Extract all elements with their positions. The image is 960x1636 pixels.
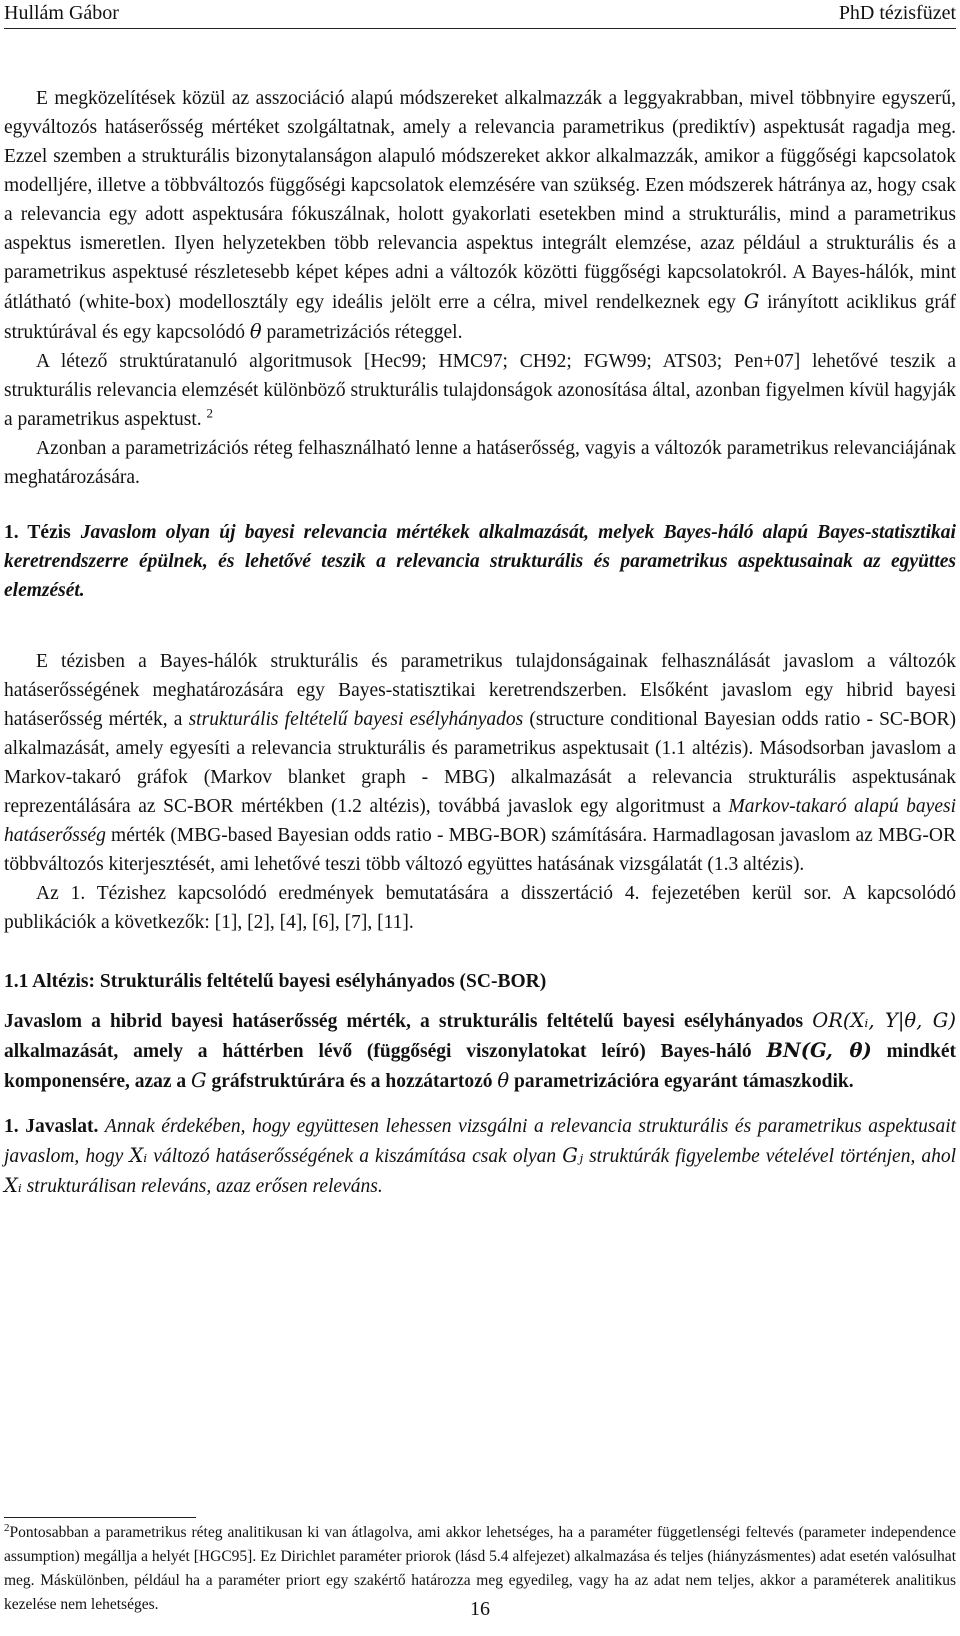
term-sc-bor: strukturális feltételű bayesi esélyhányados [188, 709, 524, 730]
running-header [4, 0, 956, 29]
math-xi: Xᵢ [4, 1174, 22, 1197]
thesis-statement [4, 518, 956, 605]
header-author: Hullám Gábor [4, 2, 119, 24]
paragraph-structure-learning: A létező struktúratanuló algoritmusok [Hec99; HMC97; CH92; FGW99; ATS03; Pen+07] lehetővé teszik a strukturális relevancia elemzését különböző strukturális tulajdonságok azonosítása által, azonban figyelmen kívül hagyják a parametrikus aspektust. $^2$ [4, 351, 956, 430]
footnote-text: Pontosabban a parametrikus réteg analitikusan ki van átlagolva, ami akkor lehetséges, ha a paraméter függetlenségi feltevés (parameter independence assumption) megállja a helyét [HGC95]. Ez Dirichlet paraméter priorok (lásd 5.4 alfejezet) alkalmazása és teljes (hiányzásmentes) adat esetén valósulhat meg. Máskülönben, például ha a paraméter priort egy szakértő határozza meg egyedileg, vagy ha az adat nem teljes, akkor a paraméterek analitikus kezelése nem lehetséges. [4, 1524, 956, 1613]
math-gj: Gⱼ [562, 1144, 583, 1167]
math-xi: Xᵢ [129, 1144, 148, 1167]
math-theta: θ [249, 320, 262, 343]
math-theta: θ [497, 1069, 510, 1092]
paragraph-publications: Az 1. Tézishez kapcsolódó eredmények bemutatására a disszertáció 4. fejezetében kerül sor. A kapcsolódó publikációk a következők: [1], [2], [4], [6], [7], [11]. [4, 883, 956, 933]
math-g: G [191, 1069, 207, 1092]
header-doc-type: PhD tézisfüzet [838, 2, 956, 24]
page-number: 16 [470, 1598, 490, 1620]
thesis-text: Javaslom olyan új bayesi relevancia mértékek alkalmazását, melyek Bayes-háló alapú Bayes-statisztikai keretrendszerre épülnek, és lehetővé teszik a relevancia strukturális és parametrikus aspektusainak az együttes elemzését. [4, 522, 956, 601]
footnote-number: 2 [4, 1521, 10, 1534]
footnote-rule [4, 1517, 196, 1518]
proposal-label: 1. Javaslat. [4, 1116, 99, 1137]
math-g: G [743, 290, 760, 313]
math-bn: BN(G, θ) [766, 1039, 872, 1062]
subthesis-claim: Javaslom a hibrid bayesi hatáserősség mérték, a strukturális feltételű bayesi esélyhányados OR(Xᵢ, Y|θ, G) alkalmazását, amely a háttérben lévő (függőségi viszonylatokat leíró) Bayes-háló BN(G, θ) mindkét komponensére, azaz a G gráfstruktúrára és a hozzátartozó θ parametrizációra egyaránt támaszkodik. [4, 1009, 956, 1092]
thesis-label: 1. Tézis [4, 522, 71, 543]
term-mbg-bor: Markov-takaró alapú bayesi hatáserősség [4, 796, 956, 846]
footnote-mark: 2 [206, 405, 214, 421]
main-text [4, 84, 956, 1201]
paragraph-parametrization: Azonban a parametrizációs réteg felhasználható lenne a hatáserősség, vagyis a változók parametrikus relevanciájának meghatározására. [4, 438, 956, 488]
paragraph-intro: E megközelítések közül az asszociáció alapú módszereket alkalmazzák a leggyakrabban, mivel többnyire egyszerű, egyváltozós hatáserősség mértéket szolgáltatnak, amely a relevancia parametrikus (prediktív) aspektusát ragadja meg. Ezzel szemben a strukturális bizonytalanságon alapuló módszereket akkor alkalmazzák, amikor a függőségi kapcsolatok modelljére, illetve a többváltozós függőségi kapcsolatok elemzésére van szükség. Ezen módszerek hátránya az, hogy csak a relevancia egy adott aspektusára fókuszálnak, holott gyakorlati esetekben mind a strukturális, mind a parametrikus aspektus ismeretlen. Ilyen helyzetekben több relevancia aspektus integrált elemzése, azaz például a strukturális és a parametrikus aspektusé részletesebb képet képes adni a változók közötti függőségi kapcsolatokról. A Bayes-hálók, mint átlátható (white-box) modellosztály egy ideális jelölt erre a célra, mivel rendelkeznek egy G irányított aciklikus gráf struktúrával és egy kapcsolódó θ parametrizációs réteggel. [4, 88, 957, 343]
math-or: OR(Xᵢ, Y|θ, G) [812, 1009, 956, 1032]
subthesis-heading: 1.1 Altézis: Strukturális feltételű bayesi esélyhányados (SC-BOR) [4, 971, 547, 992]
paragraph-thesis-overview: E tézisben a Bayes-hálók strukturális és parametrikus tulajdonságainak felhasználását javaslom a változók hatáserősségének meghatározására egy Bayes-statisztikai keretrendszerben. Elsőként javaslom egy hibrid bayesi hatáserősség mérték, a strukturális feltételű bayesi esélyhányados (structure conditional Bayesian odds ratio - SC-BOR) alkalmazását, amely egyesíti a relevancia strukturális és parametrikus aspektusait (1.1 altézis). Másodsorban javaslom a Markov-takaró gráfok (Markov blanket graph - MBG) alkalmazását a relevancia strukturális aspektusának reprezentálására az SC-BOR mértékben (1.2 altézis), továbbá javaslok egy algoritmust a Markov-takaró alapú bayesi hatáserősség mérték (MBG-based Bayesian odds ratio - MBG-BOR) számítására. Harmadlagosan javaslom az MBG-OR többváltozós kiterjesztését, ami lehetővé teszi több változó együttes hatásának vizsgálatát (1.3 altézis). [4, 651, 957, 875]
proposal: 1. Javaslat. Annak érdekében, hogy együttesen lehessen vizsgálni a relevancia strukturális és parametrikus aspektusait javaslom, hogy Xᵢ változó hatáserősségének a kiszámítása csak olyan Gⱼ struktúrák figyelembe vételével történjen, ahol Xᵢ strukturálisan releváns, azaz erősen releváns. [4, 1116, 957, 1197]
